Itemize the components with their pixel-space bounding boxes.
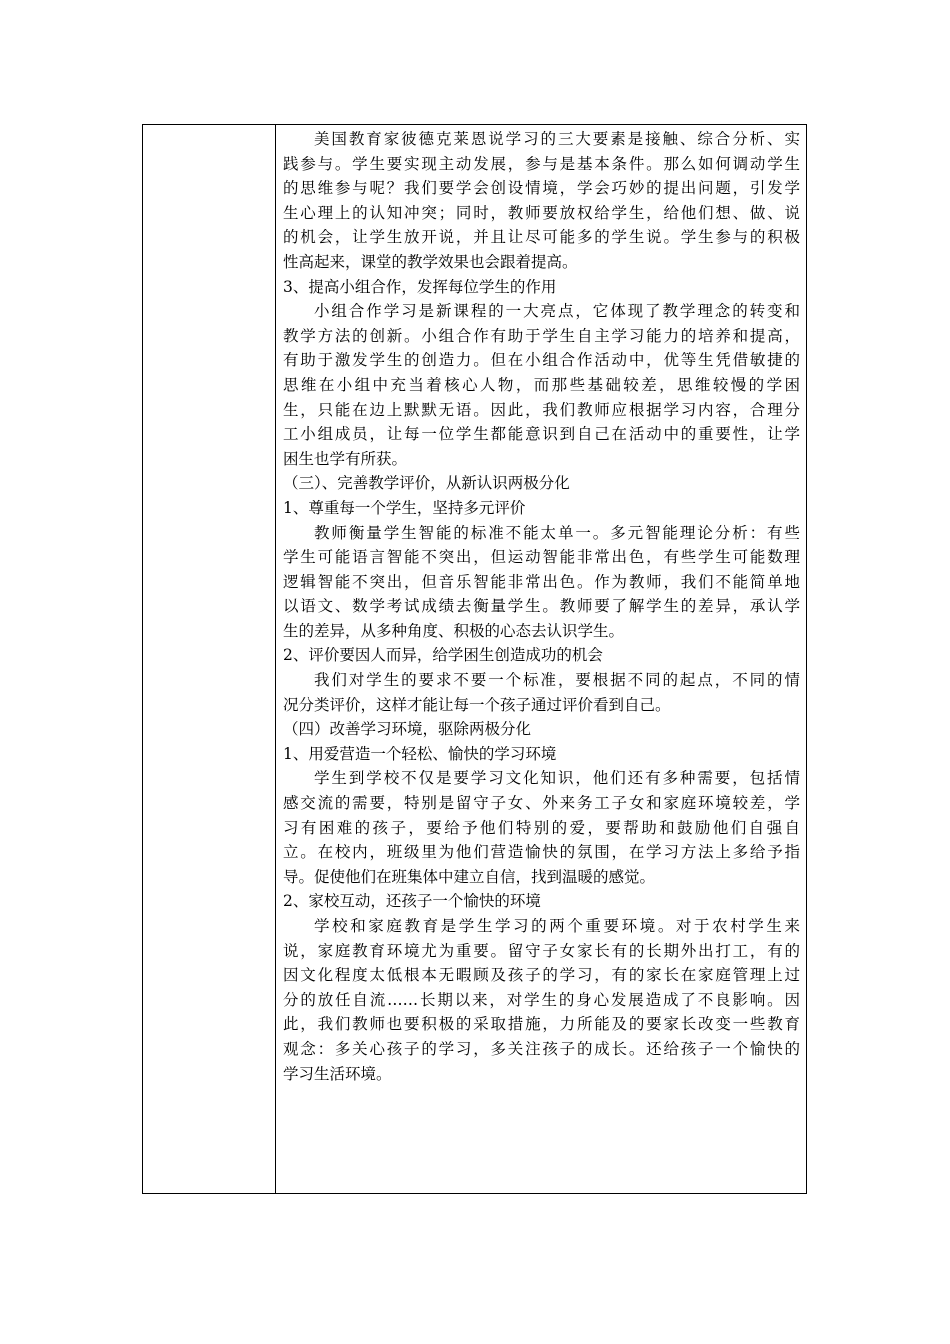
text-line: 以语文、数学考试成绩去衡量学生。教师要了解学生的差异，承认学 xyxy=(283,597,800,616)
text-line: 学生可能语言智能不突出，但运动智能非常出色，有些学生可能数理 xyxy=(283,548,800,567)
text-line: 美国教育家彼德克莱恩说学习的三大要素是接触、综合分析、实 xyxy=(314,130,800,148)
text-line: 此，我们教师也要积极的采取措施，力所能及的要家长改变一些教育 xyxy=(283,1015,800,1034)
text-line: 观念：多关心孩子的学习，多关注孩子的成长。还给孩子一个愉快的 xyxy=(283,1039,800,1058)
text-line: 感交流的需要，特别是留守子女、外来务工子女和家庭环境较差，学 xyxy=(283,794,800,813)
text-line: 分的放任自流……长期以来，对学生的身心发展造成了不良影响。因 xyxy=(283,990,800,1009)
text-line: 1、用爱营造一个轻松、愉快的学习环境 xyxy=(283,744,557,763)
text-line: 学校和家庭教育是学生学习的两个重要环境。对于农村学生来 xyxy=(314,917,800,935)
text-line: 因文化程度太低根本无暇顾及孩子的学习，有的家长在家庭管理上过 xyxy=(283,966,800,985)
text-line: 工小组成员，让每一位学生都能意识到自己在活动中的重要性，让学 xyxy=(283,425,800,444)
table-content-cell xyxy=(276,125,806,1193)
text-line: 性高起来，课堂的教学效果也会跟着提高。 xyxy=(283,252,578,271)
document-table xyxy=(142,124,807,1194)
text-line: 导。促使他们在班集体中建立自信，找到温暖的感觉。 xyxy=(283,867,656,886)
table-left-cell xyxy=(143,125,276,1193)
text-line: 说，家庭教育环境尤为重要。留守子女家长有的长期外出打工，有的 xyxy=(283,941,800,960)
text-line: 立。在校内，班级里为他们营造愉快的氛围，在学习方法上多给予指 xyxy=(283,843,800,862)
text-line: 生，只能在边上默默无语。因此，我们教师应根据学习内容，合理分 xyxy=(283,400,800,419)
text-line: 困生也学有所获。 xyxy=(283,449,408,468)
text-line: 学习生活环境。 xyxy=(283,1064,392,1083)
text-line: 有助于激发学生的创造力。但在小组合作活动中，优等生凭借敏捷的 xyxy=(283,351,800,370)
text-line: 生心理上的认知冲突；同时，教师要放权给学生，给他们想、做、说 xyxy=(283,203,800,222)
text-line: 践参与。学生要实现主动发展，参与是基本条件。那么如何调动学生 xyxy=(283,154,800,173)
text-line: 教学方法的创新。小组合作有助于学生自主学习能力的培养和提高， xyxy=(283,326,800,345)
text-line: 我们对学生的要求不要一个标准，要根据不同的起点，不同的情 xyxy=(314,671,800,690)
text-line: 的机会，让学生放开说，并且让尽可能多的学生说。学生参与的积极 xyxy=(283,228,800,247)
text-line: 思维在小组中充当着核心人物，而那些基础较差，思维较慢的学困 xyxy=(283,375,800,394)
text-line: 学生到学校不仅是要学习文化知识，他们还有多种需要，包括情 xyxy=(314,769,800,788)
text-line: 3、提高小组合作，发挥每位学生的作用 xyxy=(283,277,557,296)
text-line: 2、家校互动，还孩子一个愉快的环境 xyxy=(283,892,541,911)
text-line: （四）改善学习环境，驱除两极分化 xyxy=(283,720,532,739)
text-line: 生的差异，从多种角度、积极的心态去认识学生。 xyxy=(283,621,625,640)
text-line: 1、尊重每一个学生，坚持多元评价 xyxy=(283,498,526,517)
text-line: 小组合作学习是新课程的一大亮点，它体现了教学理念的转变和 xyxy=(314,302,800,321)
text-line: 2、评价要因人而异，给学困生创造成功的机会 xyxy=(283,646,603,665)
text-line: 的思维参与呢？我们要学会创设情境，学会巧妙的提出问题，引发学 xyxy=(283,179,800,198)
text-line: 习有困难的孩子，要给予他们特别的爱，要帮助和鼓励他们自强自 xyxy=(283,818,800,837)
text-line: 况分类评价，这样才能让每一个孩子通过评价看到自己。 xyxy=(283,695,671,714)
text-line: 教师衡量学生智能的标准不能太单一。多元智能理论分析：有些 xyxy=(314,523,800,542)
text-line: （三）、完善教学评价，从新认识两极分化 xyxy=(283,474,570,493)
text-line: 逻辑智能不突出，但音乐智能非常出色。作为教师，我们不能简单地 xyxy=(283,572,800,591)
